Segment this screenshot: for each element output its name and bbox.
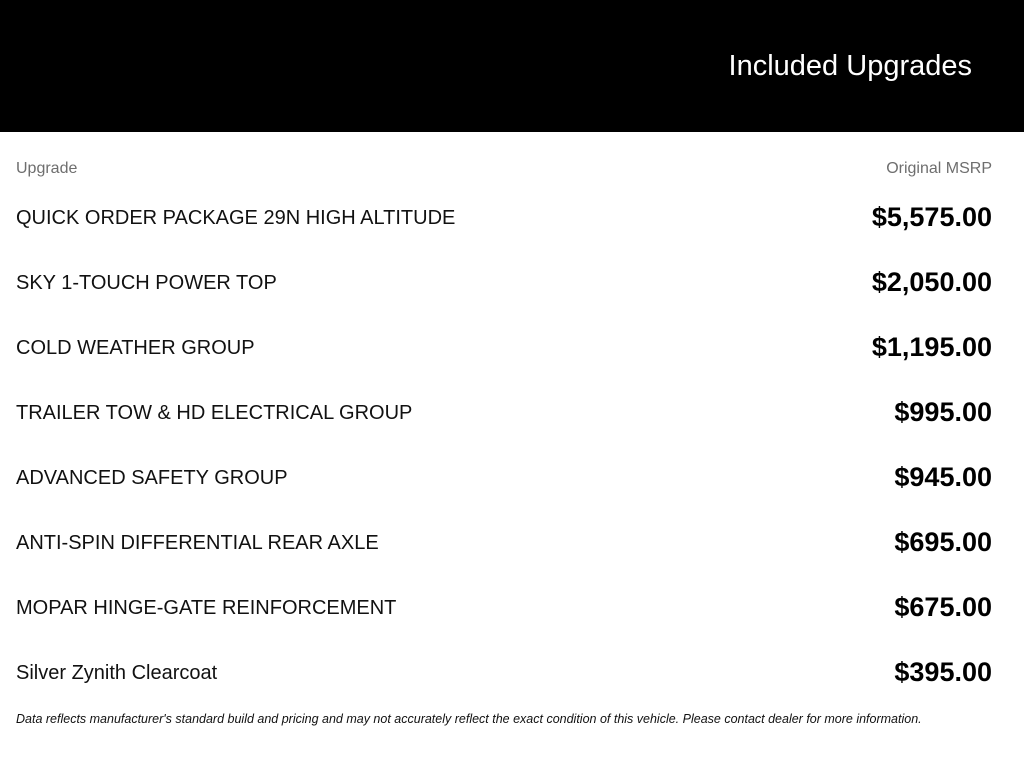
upgrade-name: TRAILER TOW & HD ELECTRICAL GROUP [16, 402, 413, 424]
table-row [16, 637, 992, 702]
table-row [16, 247, 992, 312]
upgrade-price: $1,195.00 [871, 332, 992, 362]
header-banner [0, 0, 1024, 132]
table-header [16, 160, 992, 182]
disclaimer-text: Data reflects manufacturer's standard build and pricing and may not accurately reflect the exact condition of this vehicle. Please contact dealer for more information. [16, 712, 922, 726]
upgrade-name: MOPAR HINGE-GATE REINFORCEMENT [16, 597, 397, 619]
table-row [16, 572, 992, 637]
table-row [16, 507, 992, 572]
upgrade-name: Silver Zynith Clearcoat [16, 662, 218, 684]
upgrades-table [16, 160, 992, 702]
table-row [16, 377, 992, 442]
column-header-upgrade: Upgrade [16, 160, 78, 177]
upgrade-name: ANTI-SPIN DIFFERENTIAL REAR AXLE [16, 532, 379, 554]
upgrade-name: COLD WEATHER GROUP [16, 337, 255, 359]
column-header-msrp: Original MSRP [886, 160, 992, 177]
upgrade-price: $395.00 [894, 657, 992, 687]
upgrade-price: $695.00 [894, 527, 992, 557]
upgrade-price: $675.00 [894, 592, 992, 622]
upgrade-price: $2,050.00 [871, 267, 992, 297]
upgrade-name: QUICK ORDER PACKAGE 29N HIGH ALTITUDE [16, 207, 456, 229]
table-row [16, 312, 992, 377]
upgrade-price: $945.00 [894, 462, 992, 492]
page-title: Included Upgrades [728, 50, 972, 82]
upgrade-price: $5,575.00 [871, 202, 992, 232]
upgrade-name: ADVANCED SAFETY GROUP [16, 467, 288, 489]
upgrade-name: SKY 1-TOUCH POWER TOP [16, 272, 277, 294]
upgrade-price: $995.00 [894, 397, 992, 427]
table-row [16, 442, 992, 507]
table-row [16, 182, 992, 247]
